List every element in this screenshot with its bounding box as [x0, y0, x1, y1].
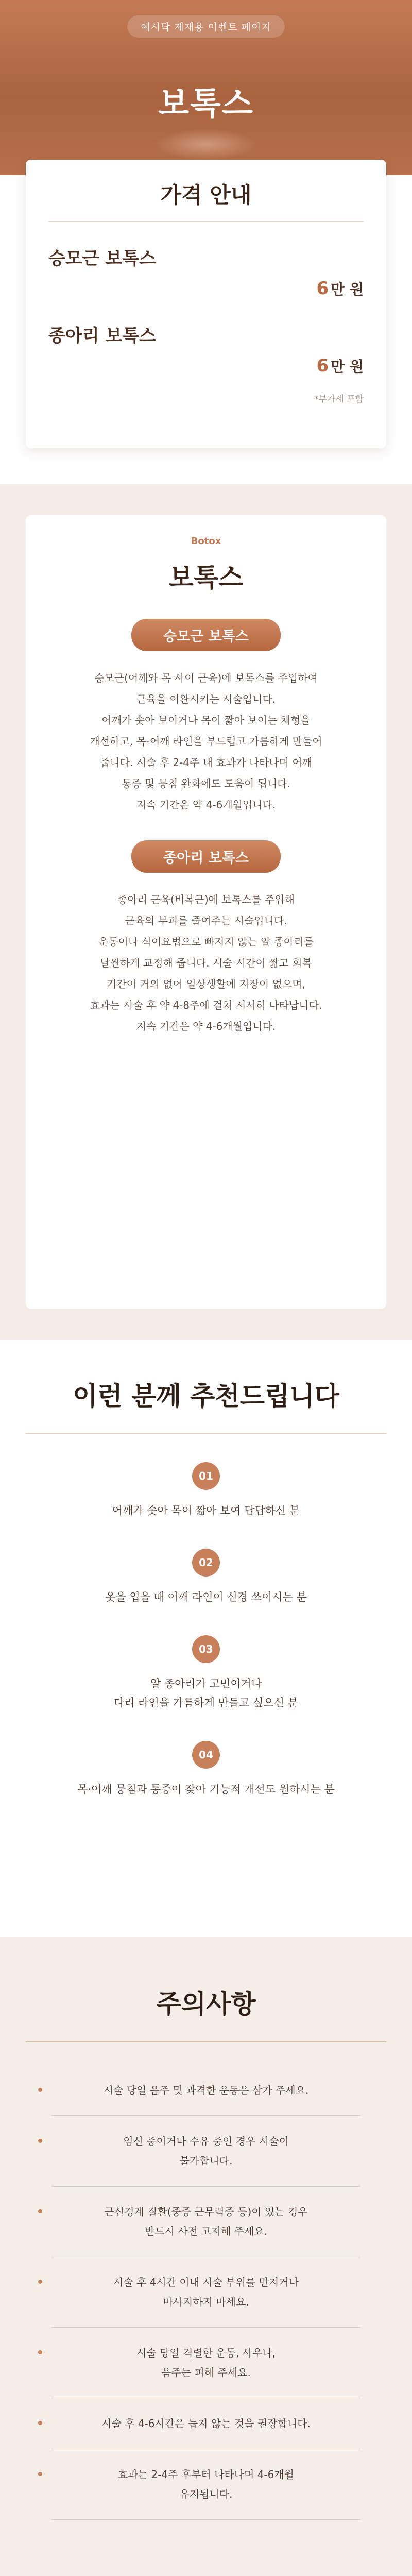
- hero-tag: 예시닥 제재용 이벤트 페이지: [127, 15, 284, 38]
- desc-line: 개선하고, 목-어깨 라인을 부드럽고 가름하게 만들어: [90, 735, 322, 748]
- price-item-name: 종아리 보톡스: [48, 326, 156, 346]
- price-title: 가격 안내: [48, 178, 364, 222]
- hero-glow-decoration: [154, 129, 258, 160]
- recommend-number: 01: [192, 1462, 220, 1490]
- price-amount: 6: [316, 355, 329, 376]
- caution-line: 시술 당일 음주 및 과격한 운동은 삼가 주세요.: [103, 2084, 309, 2096]
- caution-item: [52, 2257, 360, 2328]
- desc-line: 어깨가 솟아 보이거나 목이 짧아 보이는 체형을: [101, 714, 311, 726]
- hero-title: 보톡스: [158, 84, 254, 122]
- botox-info-section: [0, 484, 412, 1340]
- price-row: [48, 321, 364, 399]
- caution-line: 반드시 사전 고지해 주세요.: [145, 2225, 267, 2238]
- price-card: [26, 160, 386, 448]
- recommend-number: 04: [192, 1741, 220, 1769]
- caution-list: [52, 2065, 360, 2520]
- caution-line: 유지됩니다.: [179, 2488, 233, 2500]
- price-unit: 만 원: [331, 281, 364, 298]
- caution-item: [52, 2449, 360, 2520]
- caution-item: [52, 2187, 360, 2257]
- desc-line: 효과는 시술 후 약 4-8주에 걸쳐 서서히 나타납니다.: [90, 999, 322, 1011]
- caution-title: 주의사항: [156, 1989, 256, 2019]
- info-eng-label: Botox: [191, 536, 221, 547]
- desc-line: 종아리 근육(비복근)에 보톡스를 주입해: [117, 893, 295, 906]
- desc-line: 근육을 이완시키는 시술입니다.: [136, 693, 276, 705]
- caution-line: 시술 후 4시간 이내 시술 부위를 만지거나: [113, 2276, 299, 2289]
- recommend-text: [0, 1501, 412, 1521]
- caution-line: 마사지하지 마세요.: [163, 2296, 249, 2308]
- caution-line: 근신경계 질환(중증 근무력증 등)이 있는 경우: [104, 2206, 308, 2218]
- recommend-item: [0, 1549, 412, 1607]
- caution-section: [0, 1937, 412, 2576]
- desc-line: 근육의 부피를 줄여주는 시술입니다.: [125, 914, 287, 927]
- recommend-text: [0, 1674, 412, 1714]
- recommend-line: 알 종아리가 고민이거나: [150, 1677, 262, 1690]
- recommend-line: 어깨가 솟아 목이 짧아 보여 답답하신 분: [112, 1504, 300, 1517]
- recommend-item: [0, 1462, 412, 1521]
- info-section-description: [46, 668, 366, 816]
- recommend-line: 옷을 입을 때 어깨 라인이 신경 쓰이시는 분: [105, 1590, 307, 1603]
- divider: [26, 1433, 386, 1434]
- caution-item: [52, 2116, 360, 2187]
- price-note: *부가세 포함: [314, 394, 364, 404]
- caution-line: 시술 후 4-6시간은 눕지 않는 것을 권장합니다.: [101, 2417, 311, 2430]
- caution-item: [52, 2328, 360, 2398]
- divider: [26, 2041, 386, 2042]
- caution-line: 음주는 피해 주세요.: [161, 2366, 251, 2379]
- info-title: 보톡스: [168, 563, 244, 592]
- price-item-name: 승모근 보톡스: [48, 248, 156, 269]
- caution-item: [52, 2065, 360, 2116]
- caution-line: 효과는 2-4주 후부터 나타나며 4-6개월: [118, 2468, 294, 2481]
- desc-line: 승모근(어깨와 목 사이 근육)에 보톡스를 주입하여: [94, 672, 318, 684]
- caution-line: 시술 당일 격렬한 운동, 사우나,: [136, 2347, 276, 2359]
- hero-banner: [0, 0, 412, 175]
- desc-line: 통증 및 뭉침 완화에도 도움이 됩니다.: [122, 777, 290, 790]
- info-section-description: [46, 889, 366, 1037]
- recommend-item: [0, 1635, 412, 1714]
- caution-line: 임신 중이거나 수유 중인 경우 시술이: [123, 2135, 289, 2147]
- price-row: [48, 244, 364, 321]
- desc-line: 날씬하게 교정해 줍니다. 시술 시간이 짧고 회복: [100, 957, 312, 969]
- recommend-text: [0, 1780, 412, 1800]
- recommend-number: 03: [192, 1635, 220, 1663]
- info-section-label: 종아리 보톡스: [131, 840, 281, 873]
- recommend-number: 02: [192, 1549, 220, 1577]
- price-item-value: [316, 278, 364, 299]
- recommend-text: [0, 1588, 412, 1607]
- caution-line: 불가합니다.: [179, 2155, 233, 2167]
- price-amount: 6: [316, 278, 329, 299]
- desc-line: 운동이나 식이요법으로 빠지지 않는 알 종아리를: [98, 936, 314, 948]
- price-item-value: [316, 355, 364, 376]
- price-unit: 만 원: [331, 358, 364, 375]
- recommend-line: 목·어깨 뭉침과 통증이 잦아 기능적 개선도 원하시는 분: [77, 1783, 335, 1796]
- recommend-line: 다리 라인을 가름하게 만들고 싶으신 분: [114, 1697, 298, 1709]
- info-section-label: 승모근 보톡스: [131, 619, 281, 651]
- recommend-item: [0, 1741, 412, 1800]
- desc-line: 기간이 거의 없어 일상생활에 지장이 없으며,: [107, 978, 305, 990]
- recommend-section: [0, 1340, 412, 1937]
- desc-line: 지속 기간은 약 4-6개월입니다.: [136, 799, 276, 811]
- desc-line: 줍니다. 시술 후 2-4주 내 효과가 나타나며 어깨: [100, 756, 312, 769]
- desc-line: 지속 기간은 약 4-6개월입니다.: [136, 1020, 276, 1032]
- recommend-title: 이런 분께 추천드립니다: [73, 1381, 339, 1411]
- botox-info-card: [26, 515, 386, 1309]
- caution-item: [52, 2398, 360, 2449]
